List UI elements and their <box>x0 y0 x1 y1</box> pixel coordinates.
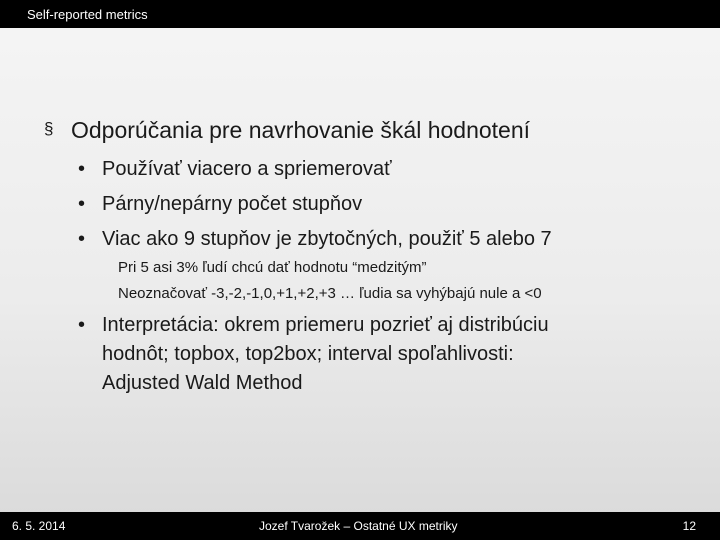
bullet-icon: • <box>78 228 86 250</box>
subpoint-text: Neoznačovať -3,-2,-1,0,+1,+2,+3 … ľudia sa vyhýbajú nule a <0 <box>118 285 542 302</box>
bullet-text: Viac ako 9 stupňov je zbytočných, použiť 5 alebo 7 <box>102 228 552 250</box>
slide-number: 12 <box>682 519 696 533</box>
bullet-icon: • <box>78 314 86 336</box>
footer-date: 6. 5. 2014 <box>12 519 66 533</box>
bullet-text: Interpretácia: okrem priemeru pozrieť aj distribúciu <box>102 314 549 336</box>
bullet-icon: • <box>78 193 86 215</box>
square-bullet-icon: § <box>44 119 54 138</box>
bullet-icon: • <box>78 158 86 180</box>
bullet-continuation: hodnôt; topbox, top2box; interval spoľahlivosti: <box>102 343 514 365</box>
bullet-text: Používať viacero a spriemerovať <box>102 158 392 180</box>
footer-author: Jozef Tvarožek – Ostatné UX metriky <box>259 519 458 533</box>
footer-bar <box>0 512 720 540</box>
subpoint-text: Pri 5 asi 3% ľudí chcú dať hodnotu “medzitým” <box>118 259 427 276</box>
header-title: Self-reported metrics <box>27 7 148 22</box>
heading-text: Odporúčania pre navrhovanie škál hodnotení <box>71 117 531 143</box>
bullet-text: Párny/nepárny počet stupňov <box>102 193 363 215</box>
bullet-continuation: Adjusted Wald Method <box>102 372 303 394</box>
